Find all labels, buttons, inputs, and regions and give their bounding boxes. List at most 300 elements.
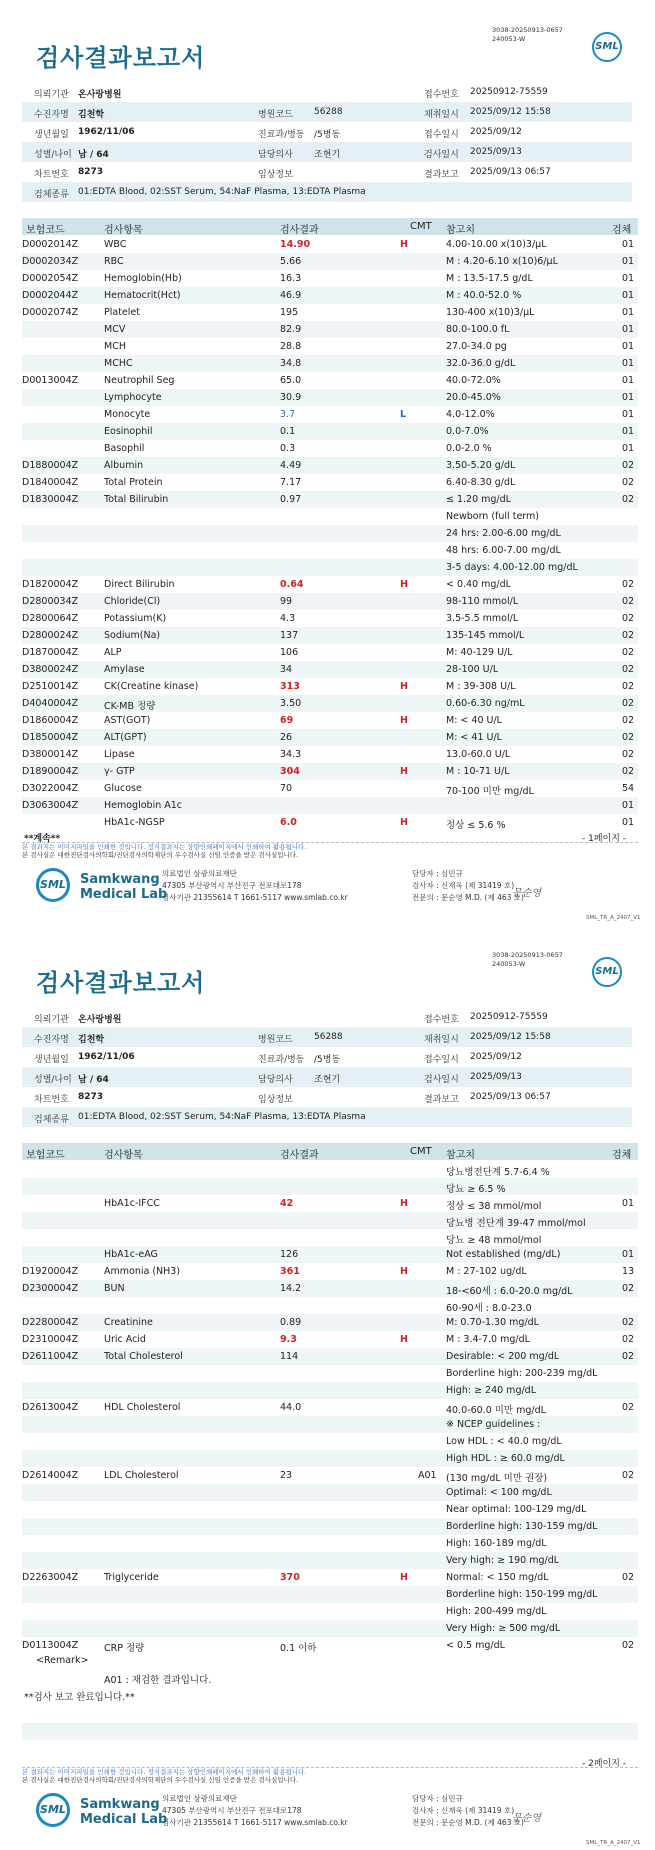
info-row-birth: 생년월일 1962/11/06 진료과/병동 /5병동 접수일시 2025/09/12: [34, 127, 522, 140]
sml-logo: SML: [592, 957, 622, 987]
cell-ref: 당뇨 ≥ 48 mmol/mol: [446, 1235, 542, 1246]
table-row: [22, 287, 638, 304]
cell-spec: 13: [622, 1266, 635, 1277]
cell-spec: 01: [622, 358, 635, 369]
cell-name: MCH: [104, 341, 126, 352]
cell-name: Lymphocyte: [104, 392, 162, 403]
cell-result: 14.2: [280, 1283, 302, 1294]
cell-name: Hematocrit(Hct): [104, 290, 181, 301]
cell-code: D2800034Z: [22, 596, 79, 607]
table-row: [22, 661, 638, 678]
table-row: [22, 559, 638, 576]
cell-name: Total Bilirubin: [104, 494, 169, 505]
cell-result: 70: [280, 783, 293, 794]
cell-flag: H: [400, 681, 408, 692]
cell-name: Eosinophil: [104, 426, 153, 437]
cell-ref: 20.0-45.0%: [446, 392, 501, 403]
cell-code: D3800024Z: [22, 664, 79, 675]
cell-code: D4040004Z: [22, 698, 79, 709]
table-row: [22, 780, 638, 797]
cell-ref: 27.0-34.0 pg: [446, 341, 507, 352]
cell-result: 14.90: [280, 239, 311, 250]
cell-spec: 02: [622, 664, 635, 675]
cell-spec: 02: [622, 460, 635, 471]
cell-spec: 02: [622, 647, 635, 658]
cell-name: Albumin: [104, 460, 144, 471]
table-row: [22, 746, 638, 763]
cell-ref: 6.40-8.30 g/dL: [446, 477, 516, 488]
table-row: [22, 763, 638, 780]
cell-ref: Optimal: < 100 mg/dL: [446, 1487, 552, 1498]
table-row: [22, 1518, 638, 1535]
cell-code: D1820004Z: [22, 579, 79, 590]
cell-result: 126: [280, 1249, 299, 1260]
table-row: [22, 1280, 638, 1297]
cell-result: 28.8: [280, 341, 302, 352]
document-number: 3038-20250913-0657 240053-W: [492, 26, 563, 43]
cell-name: Total Protein: [104, 477, 163, 488]
cell-ref: < 0.40 mg/dL: [446, 579, 511, 590]
cell-ref: Borderline high: 200-239 mg/dL: [446, 1368, 598, 1379]
cell-result: 4.3: [280, 613, 296, 624]
table-row: [22, 1569, 638, 1586]
cell-name: γ- GTP: [104, 766, 135, 777]
table-row: [22, 355, 638, 372]
cell-name: Ammonia (NH3): [104, 1266, 181, 1277]
cell-code: D1920004Z: [22, 1266, 79, 1277]
cell-ref: 3.5-5.5 mmol/L: [446, 613, 519, 624]
results-table-header: 보험코드 검사항목 검사결과 CMT 참고치 검체: [22, 1143, 638, 1160]
cell-ref: Very High: ≥ 500 mg/dL: [446, 1623, 561, 1634]
cell-result: 23: [280, 1470, 293, 1481]
cell-spec: 02: [622, 732, 635, 743]
cell-code: D1850004Z: [22, 732, 79, 743]
cell-name: Hemoglobin(Hb): [104, 273, 182, 284]
cell-name: RBC: [104, 256, 124, 267]
table-row: [22, 610, 638, 627]
cell-ref: 당뇨병전단계 5.7-6.4 %: [446, 1167, 550, 1178]
cell-ref: 70-100 미만 mg/dL: [446, 786, 534, 797]
cell-spec: 01: [622, 817, 635, 828]
cell-ref: High: 160-189 mg/dL: [446, 1538, 547, 1549]
cell-ref: 40.0-60.0 미만 mg/dL: [446, 1405, 546, 1416]
table-row: [22, 593, 638, 610]
cell-code: D0002044Z: [22, 290, 79, 301]
table-row: [22, 253, 638, 270]
cell-ref: 정상 ≤ 5.6 %: [446, 820, 506, 831]
cell-spec: 01: [622, 1198, 635, 1209]
samkwang-brand: Samkwang Medical Lab: [80, 1797, 168, 1827]
remark-text: A01 : 재검한 결과입니다.: [104, 1675, 212, 1686]
cell-result: 114: [280, 1351, 299, 1362]
cell-result: 137: [280, 630, 299, 641]
cell-result: 0.1 이하: [280, 1643, 317, 1654]
cell-ref: Low HDL : < 40.0 mg/dL: [446, 1436, 562, 1447]
cell-code: D0002054Z: [22, 273, 79, 284]
cell-name: MCHC: [104, 358, 133, 369]
table-row: [22, 406, 638, 423]
cell-spec: 01: [622, 443, 635, 454]
cell-flag: H: [400, 1198, 408, 1209]
cell-spec: 02: [622, 1334, 635, 1345]
table-row: [22, 814, 638, 831]
footer-note-print: 본 결과지는 이미지파일을 인쇄한 것입니다. 정식결과지는 상향인쇄페이지에서 인쇄하여 활용됩니다.: [22, 843, 307, 851]
cell-spec: 02: [622, 681, 635, 692]
lab-address: 의료법인 삼광의료재단 47305 부산광역시 부산진구 전포대로178 검사기관 21355614 T 1661-5117 www.smlab.co.kr: [162, 869, 348, 902]
cell-name: LDL Cholesterol: [104, 1470, 179, 1481]
cell-result: 313: [280, 681, 300, 692]
cell-ref: ※ NCEP guidelines :: [446, 1419, 541, 1430]
cell-name: Chloride(Cl): [104, 596, 161, 607]
cell-name: Triglyceride: [104, 1572, 159, 1583]
cell-spec: 02: [622, 715, 635, 726]
info-row-patient: 수진자명 김천학 병원코드 56288 채취일시 2025/09/12 15:58: [22, 1027, 632, 1047]
cell-result: 0.97: [280, 494, 302, 505]
table-row: [22, 304, 638, 321]
cell-ref: Desirable: < 200 mg/dL: [446, 1351, 560, 1362]
cell-flag: H: [400, 1266, 408, 1277]
cell-spec: 01: [622, 341, 635, 352]
cell-name: Monocyte: [104, 409, 151, 420]
cell-spec: 02: [622, 494, 635, 505]
cell-ref: M : 13.5-17.5 g/dL: [446, 273, 533, 284]
cell-name: Neutrophil Seg: [104, 375, 175, 386]
cell-result: 34: [280, 664, 293, 675]
cell-name: Direct Bilirubin: [104, 579, 175, 590]
cell-ref: 13.0-60.0 U/L: [446, 749, 511, 760]
cell-name: AST(GOT): [104, 715, 151, 726]
cell-spec: 02: [622, 1640, 635, 1651]
cell-ref: Not established (mg/dL): [446, 1249, 561, 1260]
cell-flag: H: [400, 715, 408, 726]
cell-ref: 18-<60세 : 6.0-20.0 mg/dL: [446, 1286, 573, 1297]
cell-ref: M : 27-102 ug/dL: [446, 1266, 527, 1277]
table-row: [22, 440, 638, 457]
table-row: [22, 644, 638, 661]
cell-result: 30.9: [280, 392, 302, 403]
cell-ref: Newborn (full term): [446, 511, 539, 522]
report-title: 검사결과보고서: [36, 44, 206, 72]
table-row: [22, 1620, 638, 1637]
table-row: [22, 236, 638, 253]
table-row: [22, 1603, 638, 1620]
cell-code: D3800014Z: [22, 749, 79, 760]
cell-code: D2614004Z: [22, 1470, 79, 1481]
cell-result: 6.0: [280, 817, 297, 828]
cell-result: 26: [280, 732, 293, 743]
cell-code: D0113004Z: [22, 1640, 79, 1651]
cell-code: D2310004Z: [22, 1334, 79, 1345]
cell-code: D0013004Z: [22, 375, 79, 386]
footer-note-print: 본 결과지는 이미지파일을 인쇄한 것입니다. 정식결과지는 상향인쇄페이지에서 인쇄하여 활용됩니다.: [22, 1768, 307, 1776]
cell-name: ALT(GPT): [104, 732, 147, 743]
cell-spec: 01: [622, 800, 635, 811]
cell-result: 3.7: [280, 409, 296, 420]
continued-note: **계속**: [24, 834, 61, 844]
cell-result: 46.9: [280, 290, 302, 301]
cell-ref: Borderline high: 130-159 mg/dL: [446, 1521, 598, 1532]
cell-spec: 02: [622, 596, 635, 607]
table-row: [22, 1535, 638, 1552]
cell-name: CK-MB 정량: [104, 701, 156, 712]
table-row: [22, 525, 638, 542]
cell-name: ALP: [104, 647, 122, 658]
cell-ref: ≤ 1.20 mg/dL: [446, 494, 511, 505]
cell-code: D2800024Z: [22, 630, 79, 641]
table-row: [22, 1161, 638, 1178]
page-number: - 2페이지 -: [582, 1759, 627, 1769]
cell-code: D2800064Z: [22, 613, 79, 624]
cell-spec: 01: [622, 290, 635, 301]
table-row: [22, 797, 638, 814]
cell-result: 34.3: [280, 749, 302, 760]
cell-ref: 0.0-2.0 %: [446, 443, 492, 454]
cell-spec: 01: [622, 273, 635, 284]
cell-ref: 정상 ≤ 38 mmol/mol: [446, 1201, 542, 1212]
cell-result: 34.8: [280, 358, 302, 369]
cell-spec: 01: [622, 307, 635, 318]
cell-result: 195: [280, 307, 299, 318]
table-row: [22, 1263, 638, 1280]
cell-name: Uric Acid: [104, 1334, 146, 1345]
cell-flag: H: [400, 579, 408, 590]
cell-ref: M : 40.0-52.0 %: [446, 290, 522, 301]
cell-result: 0.89: [280, 1317, 302, 1328]
table-row: [22, 542, 638, 559]
document-number: 3038-20250913-0657 240053-W: [492, 951, 563, 968]
cell-result: 69: [280, 715, 294, 726]
cell-result: 4.49: [280, 460, 302, 471]
cell-result: 0.64: [280, 579, 304, 590]
cell-result: 361: [280, 1266, 300, 1277]
cell-ref: 28-100 U/L: [446, 664, 499, 675]
cell-ref: 32.0-36.0 g/dL: [446, 358, 516, 369]
cell-result: 5.66: [280, 256, 302, 267]
info-row-patient: 수진자명 김천학 병원코드 56288 채취일시 2025/09/12 15:58: [22, 102, 632, 122]
table-row: [22, 627, 638, 644]
cell-result: 7.17: [280, 477, 302, 488]
cell-spec: 01: [622, 256, 635, 267]
cell-result: 370: [280, 1572, 300, 1583]
signature: 문순영: [512, 888, 541, 899]
cell-ref: High: 200-499 mg/dL: [446, 1606, 547, 1617]
cell-spec: 01: [622, 1249, 635, 1260]
cell-code: D0002074Z: [22, 307, 79, 318]
cell-result: 42: [280, 1198, 294, 1209]
cell-flag: H: [400, 817, 408, 828]
page-number: - 1페이지 -: [582, 834, 627, 844]
cell-ref: M: 40-129 U/L: [446, 647, 513, 658]
cell-ref: 80.0-100.0 fL: [446, 324, 510, 335]
cell-result: 99: [280, 596, 293, 607]
cell-flag: A01: [418, 1470, 437, 1481]
cell-ref: Borderline high: 150-199 mg/dL: [446, 1589, 598, 1600]
table-row: [22, 1484, 638, 1501]
cell-ref: 0.60-6.30 ng/mL: [446, 698, 525, 709]
cell-code: D1870004Z: [22, 647, 79, 658]
cell-name: CRP 정량: [104, 1643, 145, 1654]
info-row-chart: 차트번호 8273 임상정보 결과보고 2025/09/13 06:57: [34, 1092, 551, 1105]
table-row: [22, 474, 638, 491]
report-title: 검사결과보고서: [36, 969, 206, 997]
cell-ref: M : 39-308 U/L: [446, 681, 516, 692]
cell-ref: Normal: < 150 mg/dL: [446, 1572, 549, 1583]
cell-name: Creatinine: [104, 1317, 153, 1328]
info-row-sex-age: 성별/나이 남 / 64 담당의사 조현기 검사일시 2025/09/13: [22, 1067, 632, 1087]
cell-code: D3063004Z: [22, 800, 79, 811]
table-row: [22, 491, 638, 508]
lab-signatories: 담당자 : 심민규 검사자 : 신재욱 (제 31419 호) 전문의 : 문순영 M.D. (제 463 호): [412, 869, 524, 902]
table-row: [22, 678, 638, 695]
cell-result: 304: [280, 766, 300, 777]
cell-code: D2611004Z: [22, 1351, 79, 1362]
cell-ref: M: < 41 U/L: [446, 732, 502, 743]
cell-result: 16.3: [280, 273, 302, 284]
cell-name: Amylase: [104, 664, 145, 675]
cell-ref: < 0.5 mg/dL: [446, 1640, 505, 1651]
cell-code: D2280004Z: [22, 1317, 79, 1328]
table-row: [22, 1365, 638, 1382]
cell-name: HDL Cholesterol: [104, 1402, 181, 1413]
cell-code: D2613004Z: [22, 1402, 79, 1413]
footer-note-accreditation: 본 검사실은 대한진단검사의학회/진단검사의학재단의 우수검사실 신임 인증을 받은 검사실입니다.: [22, 1776, 299, 1784]
table-row: [22, 729, 638, 746]
table-row: [22, 338, 638, 355]
cell-spec: 02: [622, 1351, 635, 1362]
cell-ref: M : 4.20-6.10 x(10)6/μL: [446, 256, 558, 267]
table-row: [22, 1467, 638, 1484]
table-row: [22, 1416, 638, 1433]
table-row: [22, 1297, 638, 1314]
table-row: [22, 1399, 638, 1416]
cell-ref: 60-90세 : 8.0-23.0: [446, 1303, 532, 1314]
cell-code: D0002014Z: [22, 239, 79, 250]
cell-ref: 130-400 x(10)3/μL: [446, 307, 535, 318]
cell-spec: 54: [622, 783, 635, 794]
cell-ref: High: ≥ 240 mg/dL: [446, 1385, 536, 1396]
cell-code: D3022004Z: [22, 783, 79, 794]
cell-ref: 135-145 mmol/L: [446, 630, 525, 641]
cell-code: D1880004Z: [22, 460, 79, 471]
cell-ref: 당뇨 ≥ 6.5 %: [446, 1184, 506, 1195]
cell-spec: 02: [622, 1317, 635, 1328]
cell-spec: 01: [622, 426, 635, 437]
table-row: [22, 576, 638, 593]
cell-code: D1830004Z: [22, 494, 79, 505]
cell-code: D1840004Z: [22, 477, 79, 488]
lab-signatories: 담당자 : 심민규 검사자 : 신재욱 (제 31419 호) 전문의 : 문순영 M.D. (제 463 호): [412, 1794, 524, 1827]
cell-name: Sodium(Na): [104, 630, 161, 641]
table-row: [22, 1382, 638, 1399]
cell-result: 0.3: [280, 443, 296, 454]
cell-ref: 40.0-72.0%: [446, 375, 501, 386]
form-version: SML_TR_A_2407_V1: [586, 915, 641, 921]
cell-spec: 01: [622, 409, 635, 420]
cell-spec: 01: [622, 392, 635, 403]
info-row-birth: 생년월일 1962/11/06 진료과/병동 /5병동 접수일시 2025/09/12: [34, 1052, 522, 1065]
cell-code: D1860004Z: [22, 715, 79, 726]
table-row: [22, 1433, 638, 1450]
blank-row: [22, 1723, 638, 1740]
table-row: [22, 389, 638, 406]
table-row: [22, 1331, 638, 1348]
signature: 문순영: [512, 1813, 541, 1824]
cell-name: Platelet: [104, 307, 140, 318]
cell-code: D0002034Z: [22, 256, 79, 267]
cell-name: MCV: [104, 324, 126, 335]
cell-spec: 02: [622, 613, 635, 624]
info-row-chart: 차트번호 8273 임상정보 결과보고 2025/09/13 06:57: [34, 167, 551, 180]
cell-flag: H: [400, 1572, 408, 1583]
remark-label: <Remark>: [36, 1655, 89, 1666]
footer-note-accreditation: 본 검사실은 대한진단검사의학회/진단검사의학재단의 우수검사실 신임 인증을 받은 검사실입니다.: [22, 851, 299, 859]
cell-spec: 02: [622, 1402, 635, 1413]
cell-flag: H: [400, 239, 408, 250]
cell-result: 82.9: [280, 324, 302, 335]
cell-spec: 02: [622, 1283, 635, 1294]
cell-name: Total Cholesterol: [104, 1351, 183, 1362]
cell-spec: 02: [622, 1572, 635, 1583]
cell-name: HbA1c-NGSP: [104, 817, 165, 828]
cell-ref: M : 3.4-7.0 mg/dL: [446, 1334, 530, 1345]
table-row: [22, 457, 638, 474]
cell-flag: H: [400, 766, 408, 777]
cell-ref: Very high: ≥ 190 mg/dL: [446, 1555, 560, 1566]
table-row: [22, 695, 638, 712]
cell-name: Hemoglobin A1c: [104, 800, 183, 811]
cell-name: Glucose: [104, 783, 142, 794]
report-page-2: [0, 925, 655, 1850]
cell-ref: Near optimal: 100-129 mg/dL: [446, 1504, 587, 1515]
cell-ref: M: 0.70-1.30 mg/dL: [446, 1317, 539, 1328]
table-row: [22, 1212, 638, 1229]
sml-logo: SML: [592, 32, 622, 62]
cell-name: HbA1c-eAG: [104, 1249, 158, 1260]
cell-spec: 01: [622, 375, 635, 386]
cell-ref: 4.0-12.0%: [446, 409, 495, 420]
cell-ref: 98-110 mmol/L: [446, 596, 519, 607]
table-row: [22, 1586, 638, 1603]
cell-spec: 02: [622, 477, 635, 488]
cell-flag: H: [400, 1334, 408, 1345]
table-row: [22, 1348, 638, 1365]
table-row: [22, 1501, 638, 1518]
samkwang-logo-icon: SML: [36, 1793, 70, 1827]
cell-result: 65.0: [280, 375, 302, 386]
cell-code: D2263004Z: [22, 1572, 79, 1583]
cell-spec: 02: [622, 1470, 635, 1481]
table-row: [22, 1314, 638, 1331]
cell-ref: 당뇨병 전단계 39-47 mmol/mol: [446, 1218, 586, 1229]
table-row: [22, 321, 638, 338]
cell-ref: M: < 40 U/L: [446, 715, 502, 726]
samkwang-brand: Samkwang Medical Lab: [80, 872, 168, 902]
cell-name: Potassium(K): [104, 613, 167, 624]
cell-name: HbA1c-IFCC: [104, 1198, 160, 1209]
cell-spec: 02: [622, 630, 635, 641]
table-row: [22, 1637, 638, 1654]
cell-result: 3.50: [280, 698, 302, 709]
table-row: [22, 1229, 638, 1246]
table-row: [22, 270, 638, 287]
cell-spec: 02: [622, 698, 635, 709]
cell-result: 9.3: [280, 1334, 297, 1345]
cell-name: WBC: [104, 239, 127, 250]
table-row: [22, 508, 638, 525]
lab-address: 의료법인 삼광의료재단 47305 부산광역시 부산진구 전포대로178 검사기관 21355614 T 1661-5117 www.smlab.co.kr: [162, 1794, 348, 1827]
cell-code: D2300004Z: [22, 1283, 79, 1294]
info-row-specimen: 검체종류 01:EDTA Blood, 02:SST Serum, 54:NaF Plasma, 13:EDTA Plasma: [22, 1107, 632, 1127]
